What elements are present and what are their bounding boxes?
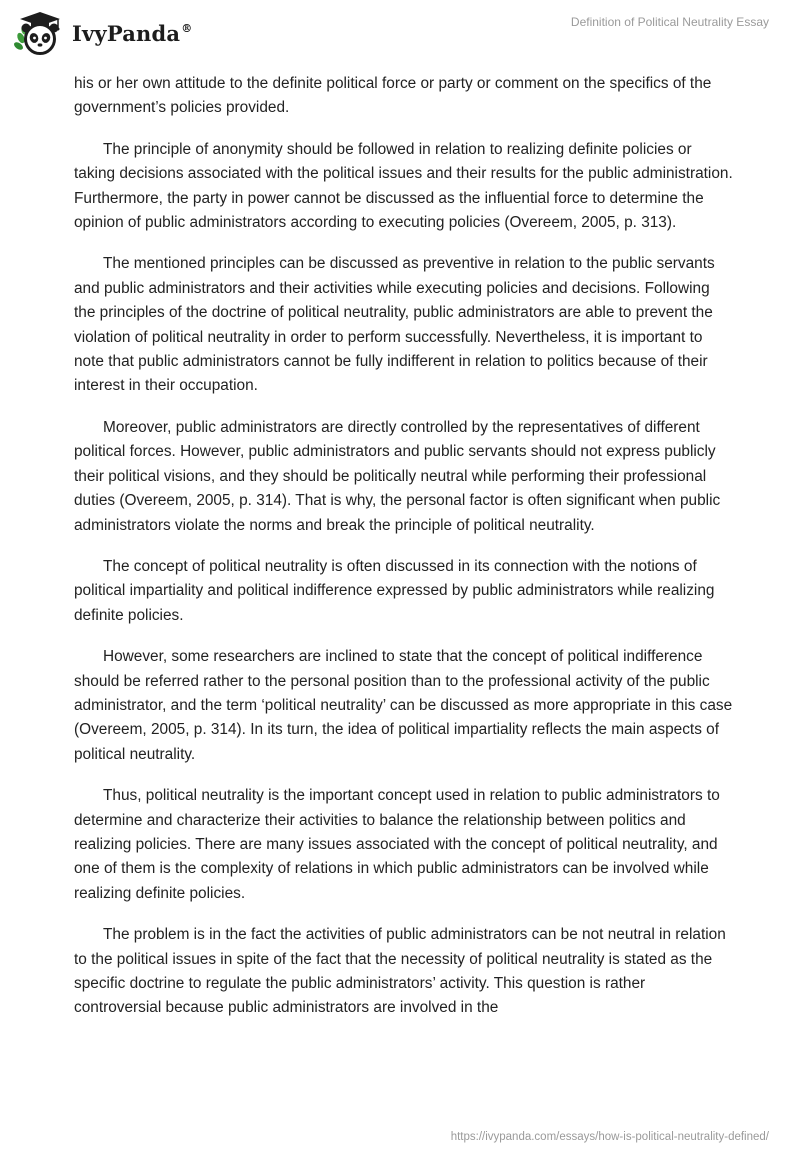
document-title: Definition of Political Neutrality Essay [570,15,769,29]
registered-mark: ® [181,21,193,35]
paragraph: Moreover, public administrators are directly controlled by the representatives of different political forces. However, public administrators and public servants should not express publicly their political visions, and they should be politically neutral while performing their professional duties (Overeem, 2005, p. 314). That is why, the personal factor is often significant when public administrators violate the norms and break the principle of political neutrality. [74,418,721,534]
page-header [0,0,800,66]
paragraph: The concept of political neutrality is often discussed in its connection with the notions of political impartiality and political indifference expressed by public administrators while realizing definite policies. [74,557,715,624]
brand-name: IvyPanda® [72,20,193,46]
paragraph: Thus, political neutrality is the important concept used in relation to public administrators to determine and characterize their activities to balance the relationship between politics and realizing policies. There are many issues associated with the concept of political neutrality, and one of them is the complexity of relations in which public administrators can be involved while realizing definite policies. [74,787,720,902]
essay-body [74,72,734,1038]
paragraph: However, some researchers are inclined to state that the concept of political indifference should be referred rather to the personal position than to the professional activity of the public administrator, and the term ‘political neutrality’ can be discussed as more appropriate in this case (Overeem, 2005, p. 314). In its turn, the idea of political impartiality reflects the main aspects of political neutrality. [74,648,733,763]
panda-graduate-icon [14,8,68,58]
paragraph-continuation: his or her own attitude to the definite political force or party or comment on the specifics of the government’s policies provided. [74,75,712,117]
paragraph: The principle of anonymity should be followed in relation to realizing definite policies or taking decisions associated with the political issues and their results for the public administration. Furthermore, the party in power cannot be discussed as the influential force to determine the opinion of public administrators according to executing policies (Overeem, 2005, p. 313). [74,140,733,232]
source-url[interactable]: https://ivypanda.com/essays/how-is-political-neutrality-defined/ [450,1131,769,1143]
ivypanda-logo[interactable] [14,8,192,58]
paragraph: The mentioned principles can be discussed as preventive in relation to the public servants and public administrators and their activities while executing policies and decisions. Following the principles of the doctrine of political neutrality, public administrators are able to prevent the violation of political neutrality in order to perform successfully. Nevertheless, it is important to note that public administrators cannot be fully indifferent in relation to politics because of their interest in their occupation. [74,255,715,395]
paragraph: The problem is in the fact the activities of public administrators can be not neutral in relation to the political issues in spite of the fact that the necessity of political neutrality is stated as the specific doctrine to regulate the public administrators’ activity. This question is rather controversial because public administrators are involved in the [74,926,726,1017]
